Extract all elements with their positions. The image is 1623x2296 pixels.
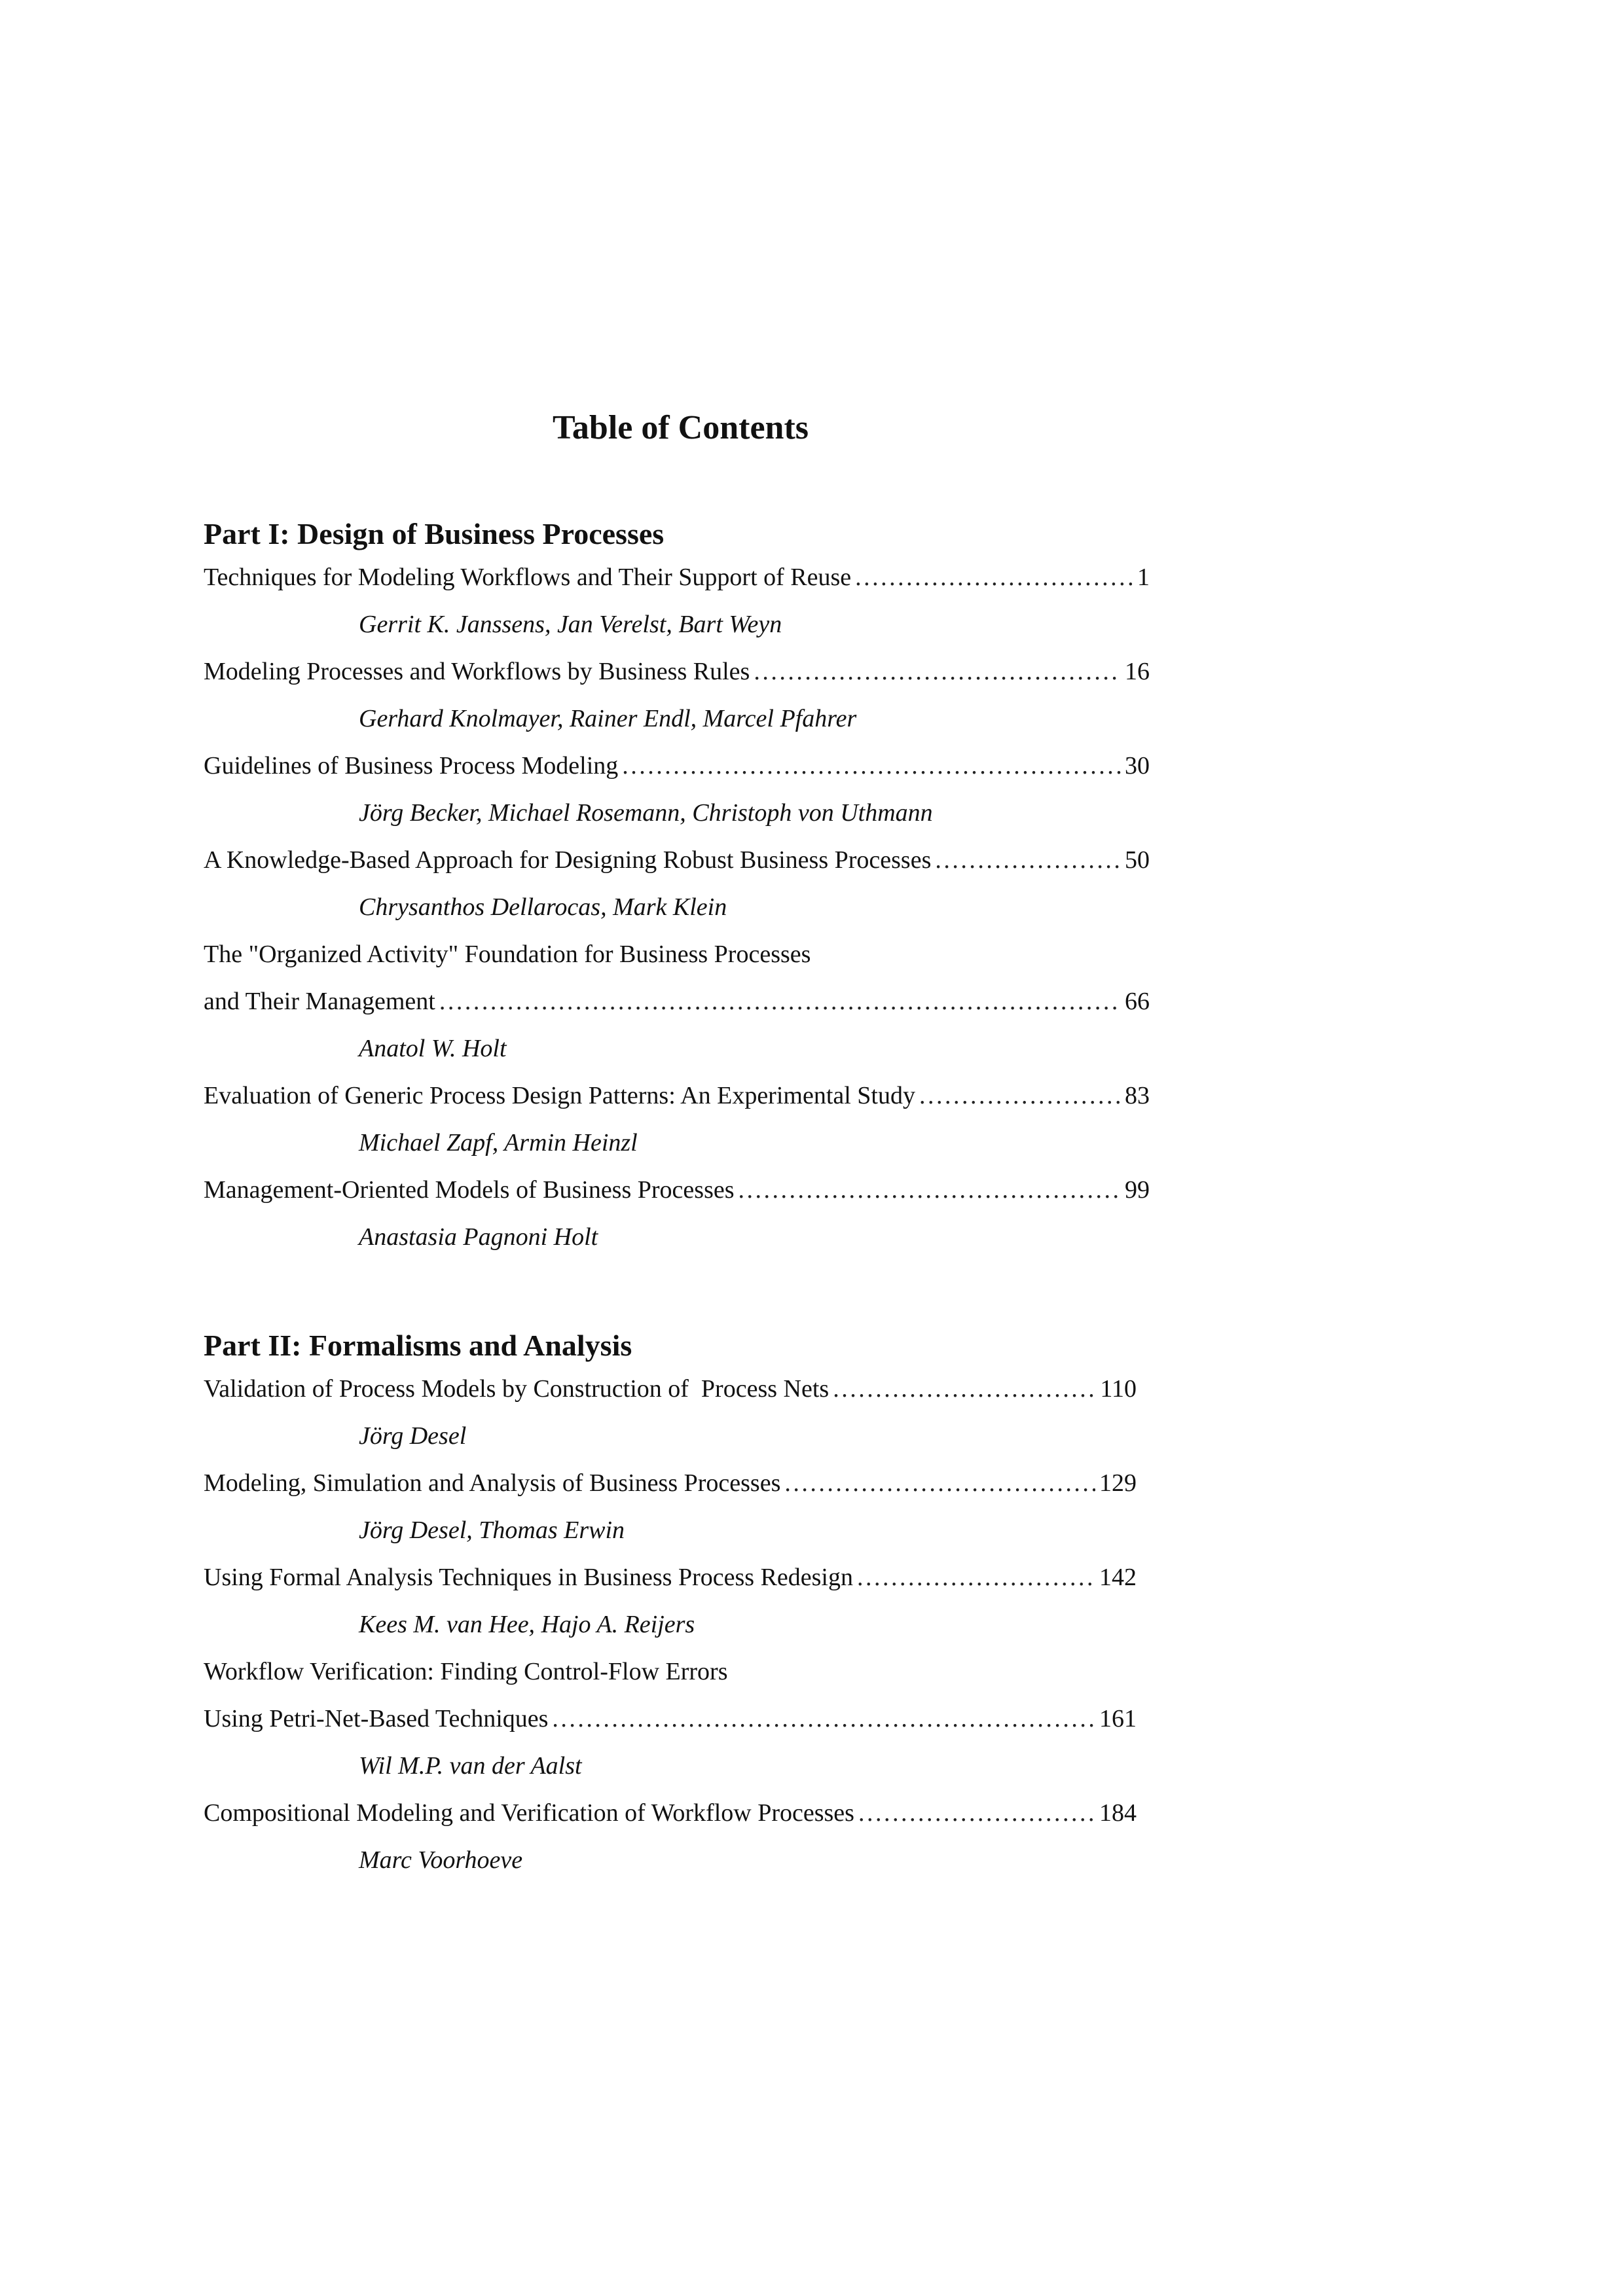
entry-authors: Anastasia Pagnoni Holt <box>359 1223 598 1251</box>
dot-leader <box>439 986 1121 1017</box>
entry-page-number: 83 <box>1125 1082 1150 1109</box>
entry-title: Using Formal Analysis Techniques in Business Process Redesign <box>204 1564 853 1591</box>
entry-authors: Gerhard Knolmayer, Rainer Endl, Marcel Pfahrer <box>359 705 857 732</box>
part-1-entries <box>204 562 1159 1268</box>
entry-authors: Jörg Desel <box>359 1422 467 1450</box>
entry-page-number: 1 <box>1137 564 1150 591</box>
entry-title: A Knowledge-Based Approach for Designing Robust Business Processes <box>204 846 932 874</box>
dot-leader <box>935 844 1121 876</box>
entry-page-number: 129 <box>1099 1469 1137 1497</box>
entry-title: Compositional Modeling and Verification of Workflow Processes <box>204 1799 854 1827</box>
entry-page-number: 110 <box>1100 1375 1137 1403</box>
dot-leader <box>552 1703 1095 1734</box>
entry-authors: Anatol W. Holt <box>359 1035 507 1062</box>
entry-authors: Wil M.P. van der Aalst <box>359 1752 582 1780</box>
toc-entry[interactable] <box>204 1467 1159 1515</box>
toc-entry[interactable] <box>204 750 1159 797</box>
entry-page-number: 50 <box>1125 846 1150 874</box>
entry-page-number: 16 <box>1125 658 1150 685</box>
entry-title: Using Petri-Net-Based Techniques <box>204 1705 549 1732</box>
toc-entry[interactable] <box>204 1562 1159 1609</box>
dot-leader <box>784 1467 1095 1499</box>
toc-entry[interactable] <box>204 844 1159 891</box>
toc-entry[interactable] <box>204 1080 1159 1127</box>
toc-entry[interactable] <box>204 1703 1159 1750</box>
toc-entry[interactable] <box>204 1373 1159 1420</box>
entry-title: Modeling, Simulation and Analysis of Business Processes <box>204 1469 781 1497</box>
toc-entry[interactable] <box>204 986 1159 1033</box>
entry-title-line-1[interactable]: The "Organized Activity" Foundation for Business Processes <box>204 941 811 968</box>
dot-leader <box>857 1562 1095 1593</box>
entry-authors: Jörg Desel, Thomas Erwin <box>359 1516 625 1544</box>
entry-page-number: 99 <box>1125 1176 1150 1204</box>
entry-authors: Marc Voorhoeve <box>359 1846 523 1874</box>
dot-leader <box>739 1174 1121 1206</box>
dot-leader <box>754 656 1121 687</box>
part-2-entries <box>204 1373 1159 1892</box>
entry-page-number: 184 <box>1099 1799 1137 1827</box>
entry-title: and Their Management <box>204 988 435 1015</box>
entry-authors: Jörg Becker, Michael Rosemann, Christoph von Uthmann <box>359 799 933 827</box>
entry-authors: Michael Zapf, Armin Heinzl <box>359 1129 638 1157</box>
entry-page-number: 30 <box>1125 752 1150 780</box>
entry-title: Modeling Processes and Workflows by Business Rules <box>204 658 750 685</box>
part-1-section <box>204 513 1159 1268</box>
entry-page-number: 66 <box>1125 988 1150 1015</box>
dot-leader <box>833 1373 1096 1405</box>
entry-title-line-1[interactable]: Workflow Verification: Finding Control-Flow Errors <box>204 1658 728 1685</box>
entry-title: Evaluation of Generic Process Design Patterns: An Experimental Study <box>204 1082 915 1109</box>
entry-title: Techniques for Modeling Workflows and Their Support of Reuse <box>204 564 852 591</box>
entry-authors: Gerrit K. Janssens, Jan Verelst, Bart Weyn <box>359 611 782 638</box>
entry-title: Management-Oriented Models of Business Processes <box>204 1176 735 1204</box>
entry-authors: Kees M. van Hee, Hajo A. Reijers <box>359 1611 695 1638</box>
toc-entry[interactable] <box>204 562 1159 609</box>
entry-authors: Chrysanthos Dellarocas, Mark Klein <box>359 893 727 921</box>
part-1-heading: Part I: Design of Business Processes <box>204 517 665 550</box>
entry-title: Validation of Process Models by Construction of Process Nets <box>204 1375 830 1403</box>
dot-leader <box>858 1797 1095 1829</box>
dot-leader <box>919 1080 1121 1111</box>
entry-title: Guidelines of Business Process Modeling <box>204 752 619 780</box>
page-title: Table of Contents <box>552 409 809 446</box>
dot-leader <box>622 750 1121 781</box>
dot-leader <box>855 562 1133 593</box>
entry-page-number: 161 <box>1099 1705 1137 1732</box>
toc-entry[interactable] <box>204 656 1159 703</box>
toc-entry[interactable] <box>204 1797 1159 1844</box>
toc-entry[interactable] <box>204 1174 1159 1221</box>
part-2-heading: Part II: Formalisms and Analysis <box>204 1329 632 1362</box>
entry-page-number: 142 <box>1099 1564 1137 1591</box>
part-2-section <box>204 1325 1159 1892</box>
